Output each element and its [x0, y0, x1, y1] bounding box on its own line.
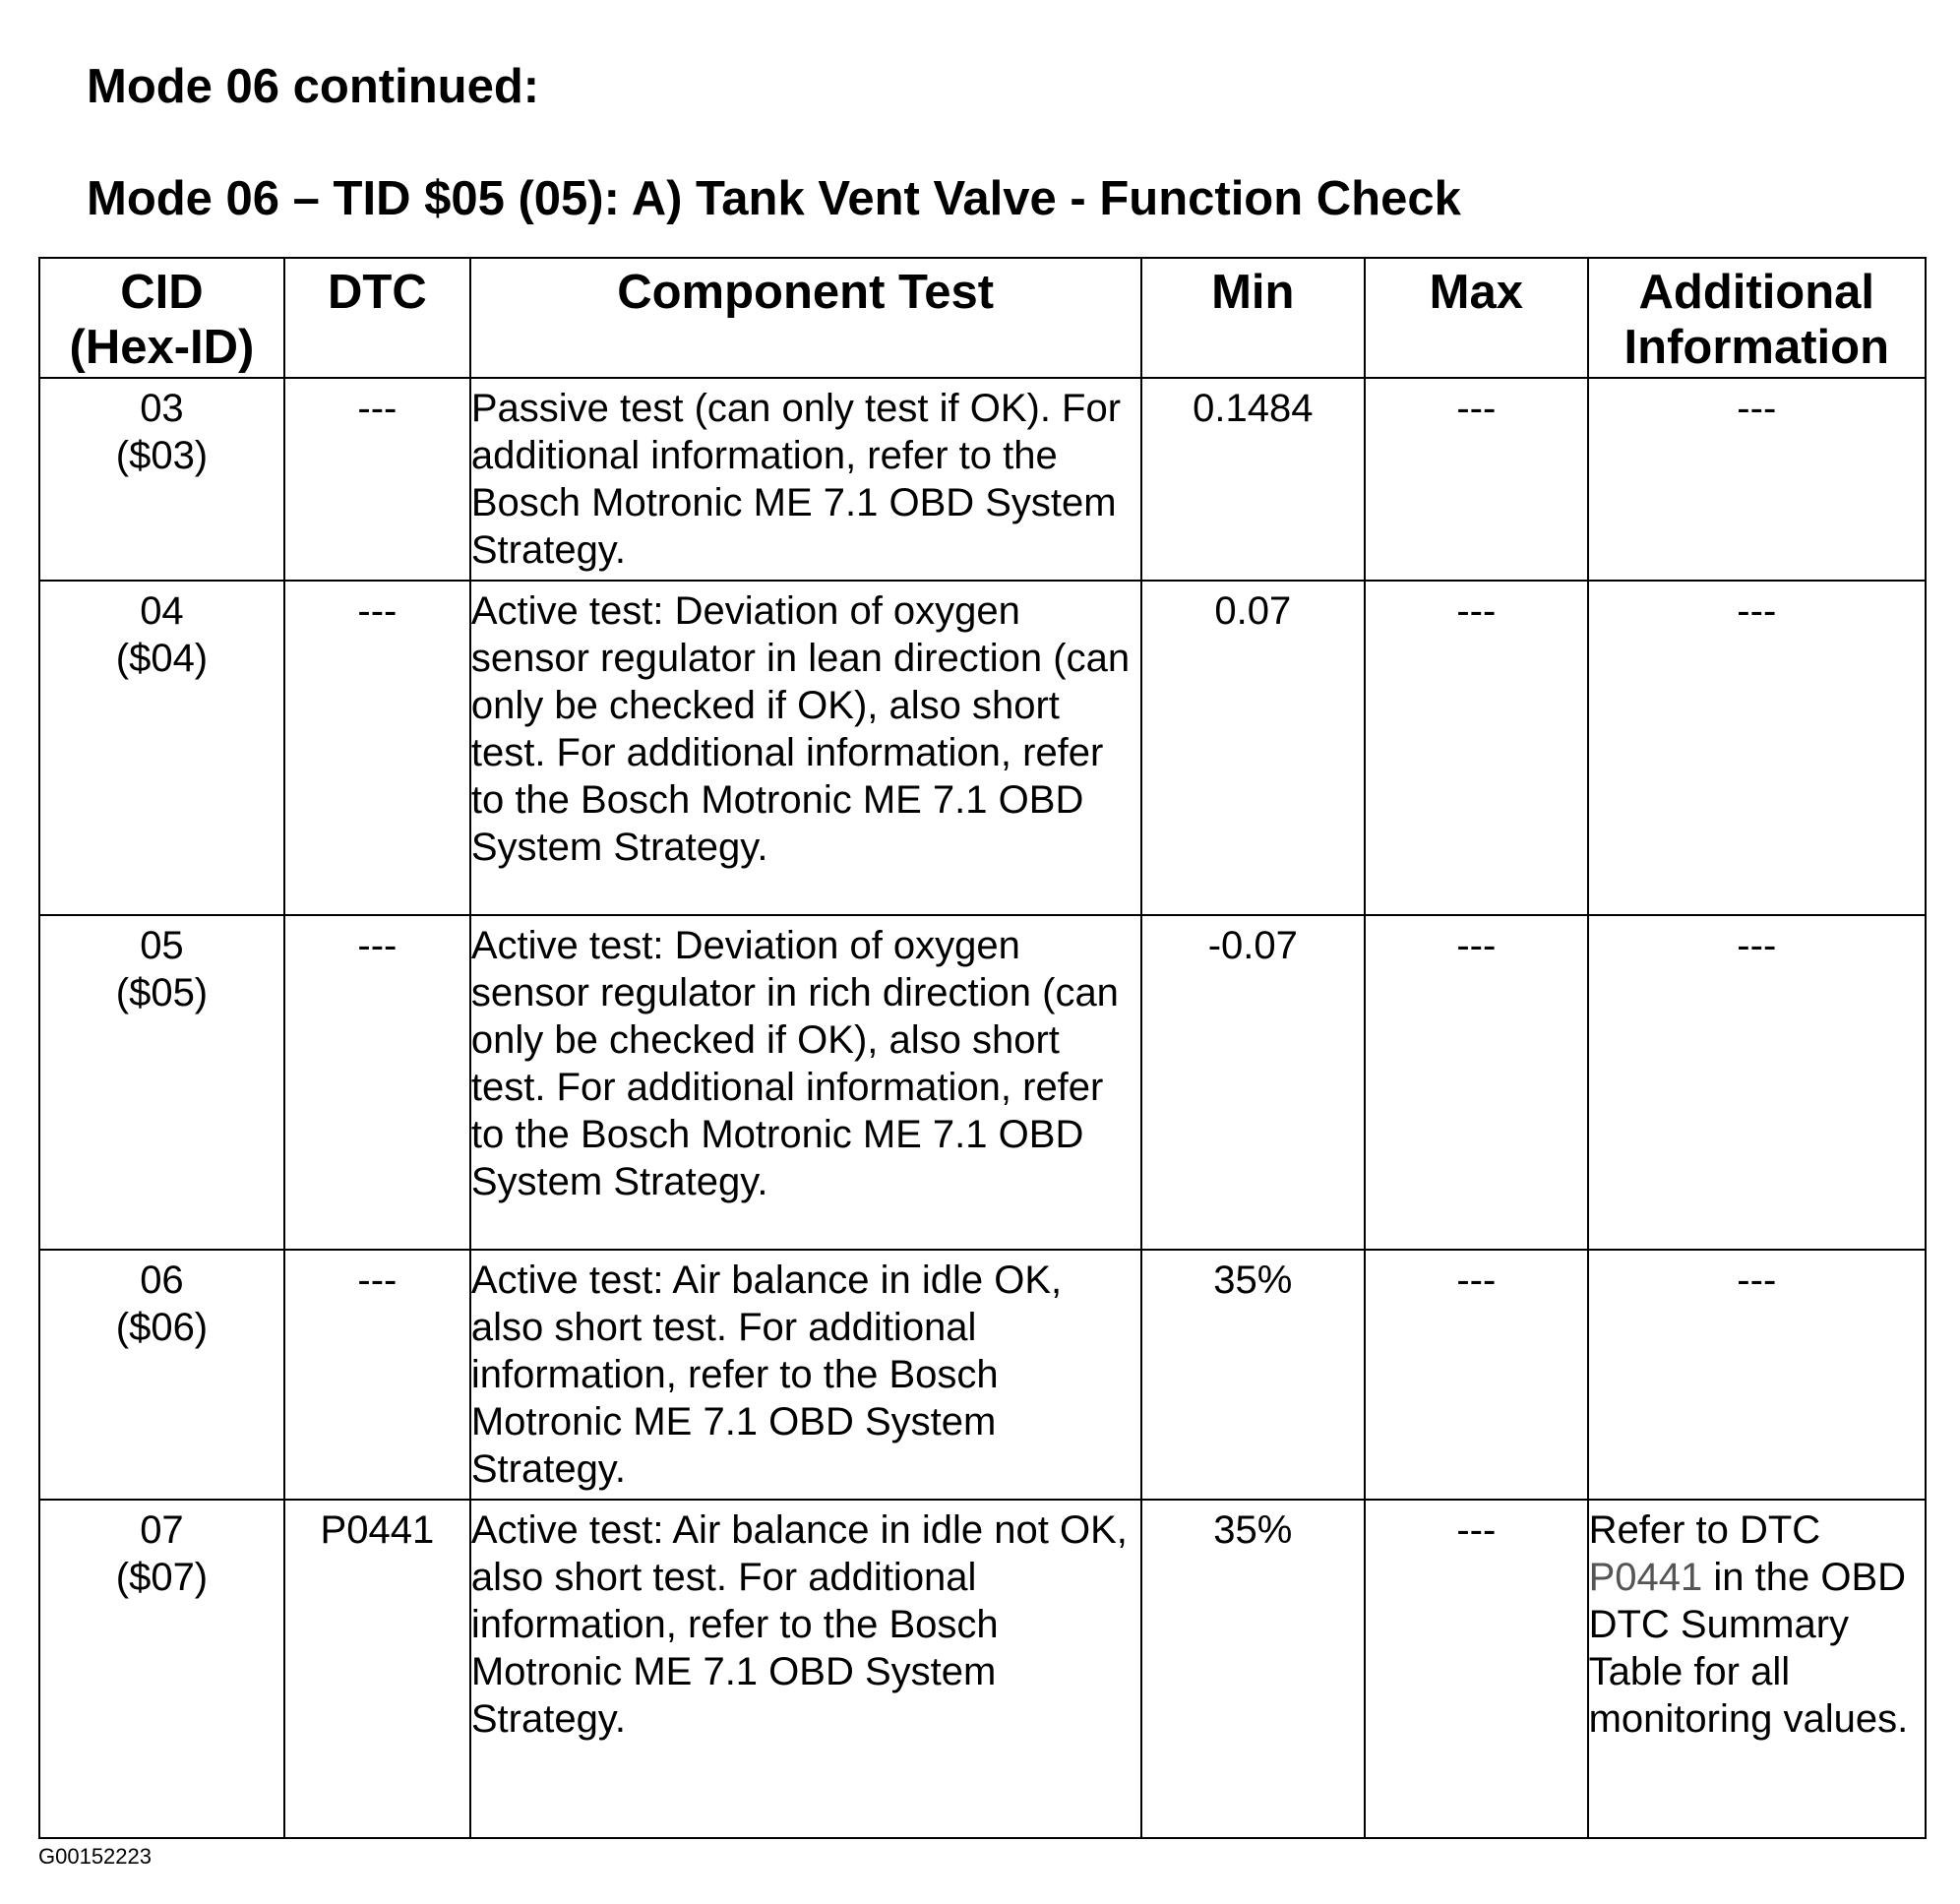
additional-info-prefix: Refer to DTC	[1588, 1508, 1821, 1552]
cid-cell	[39, 581, 284, 915]
hex-id-value: ($07)	[115, 1556, 209, 1599]
component-test-cell: Active test: Air balance in idle OK, also short test. For additional information, refer to the Bosch Motronic ME 7.1 OBD System Strategy.	[470, 1250, 1141, 1500]
hex-id-value: ($03)	[115, 434, 209, 477]
max-cell: ---	[1365, 378, 1588, 581]
table-row	[39, 1500, 1926, 1838]
mode06-table	[38, 257, 1927, 1839]
max-cell: ---	[1365, 581, 1588, 915]
min-cell: 0.07	[1141, 581, 1366, 915]
table-row	[39, 915, 1926, 1250]
max-cell: ---	[1365, 1250, 1588, 1500]
dtc-cell: P0441	[284, 1500, 470, 1838]
cid-value: 03	[140, 387, 184, 430]
figure-id: G00152223	[38, 1844, 152, 1869]
header-row	[39, 258, 1926, 378]
max-cell: ---	[1365, 1500, 1588, 1838]
header-component-test: Component Test	[470, 258, 1141, 378]
min-cell: 35%	[1141, 1250, 1366, 1500]
cid-cell	[39, 915, 284, 1250]
min-cell: -0.07	[1141, 915, 1366, 1250]
additional-info-cell: ---	[1588, 1250, 1926, 1500]
component-test-cell: Active test: Deviation of oxygen sensor regulator in rich direction (can only be checked if OK), also short test. For additional information, refer to the Bosch Motronic ME 7.1 OBD System Strategy.	[470, 915, 1141, 1250]
page-heading-continued: Mode 06 continued:	[87, 60, 540, 113]
header-additional-info	[1588, 258, 1926, 378]
component-test-cell: Active test: Deviation of oxygen sensor regulator in lean direction (can only be checked if OK), also short test. For additional information, refer to the Bosch Motronic ME 7.1 OBD System Strategy.	[470, 581, 1141, 915]
table-row	[39, 378, 1926, 581]
min-cell: 35%	[1141, 1500, 1366, 1838]
dtc-reference-link[interactable]: P0441	[1588, 1556, 1703, 1599]
additional-info-cell	[1588, 1500, 1926, 1838]
hex-id-value: ($05)	[115, 971, 209, 1014]
cid-cell	[39, 378, 284, 581]
header-information-label: Information	[1623, 321, 1890, 374]
header-hex-id-label: (Hex-ID)	[69, 321, 255, 374]
dtc-cell: ---	[284, 378, 470, 581]
cid-value: 04	[140, 589, 184, 633]
cid-cell	[39, 1250, 284, 1500]
additional-info-cell: ---	[1588, 581, 1926, 915]
header-cid-label: CID	[120, 266, 204, 319]
table-row	[39, 1250, 1926, 1500]
header-cid	[39, 258, 284, 378]
max-cell: ---	[1365, 915, 1588, 1250]
header-additional-label: Additional	[1638, 266, 1875, 319]
cid-cell	[39, 1500, 284, 1838]
dtc-cell: ---	[284, 1250, 470, 1500]
hex-id-value: ($04)	[115, 637, 209, 680]
section-title: Mode 06 – TID $05 (05): A) Tank Vent Valve - Function Check	[87, 172, 1461, 225]
header-min: Min	[1141, 258, 1366, 378]
additional-info-cell: ---	[1588, 378, 1926, 581]
component-test-cell: Passive test (can only test if OK). For additional information, refer to the Bosch Motronic ME 7.1 OBD System Strategy.	[470, 378, 1141, 581]
dtc-cell: ---	[284, 915, 470, 1250]
header-max: Max	[1365, 258, 1588, 378]
header-dtc: DTC	[284, 258, 470, 378]
table-row	[39, 581, 1926, 915]
additional-info-cell: ---	[1588, 915, 1926, 1250]
dtc-cell: ---	[284, 581, 470, 915]
cid-value: 05	[140, 924, 184, 967]
additional-info-suffix: in the OBD DTC Summary Table for all monitoring values.	[1588, 1556, 1909, 1741]
cid-value: 06	[140, 1259, 184, 1302]
component-test-cell: Active test: Air balance in idle not OK, also short test. For additional information, refer to the Bosch Motronic ME 7.1 OBD System Strategy.	[470, 1500, 1141, 1838]
cid-value: 07	[140, 1508, 184, 1552]
hex-id-value: ($06)	[115, 1306, 209, 1349]
min-cell: 0.1484	[1141, 378, 1366, 581]
